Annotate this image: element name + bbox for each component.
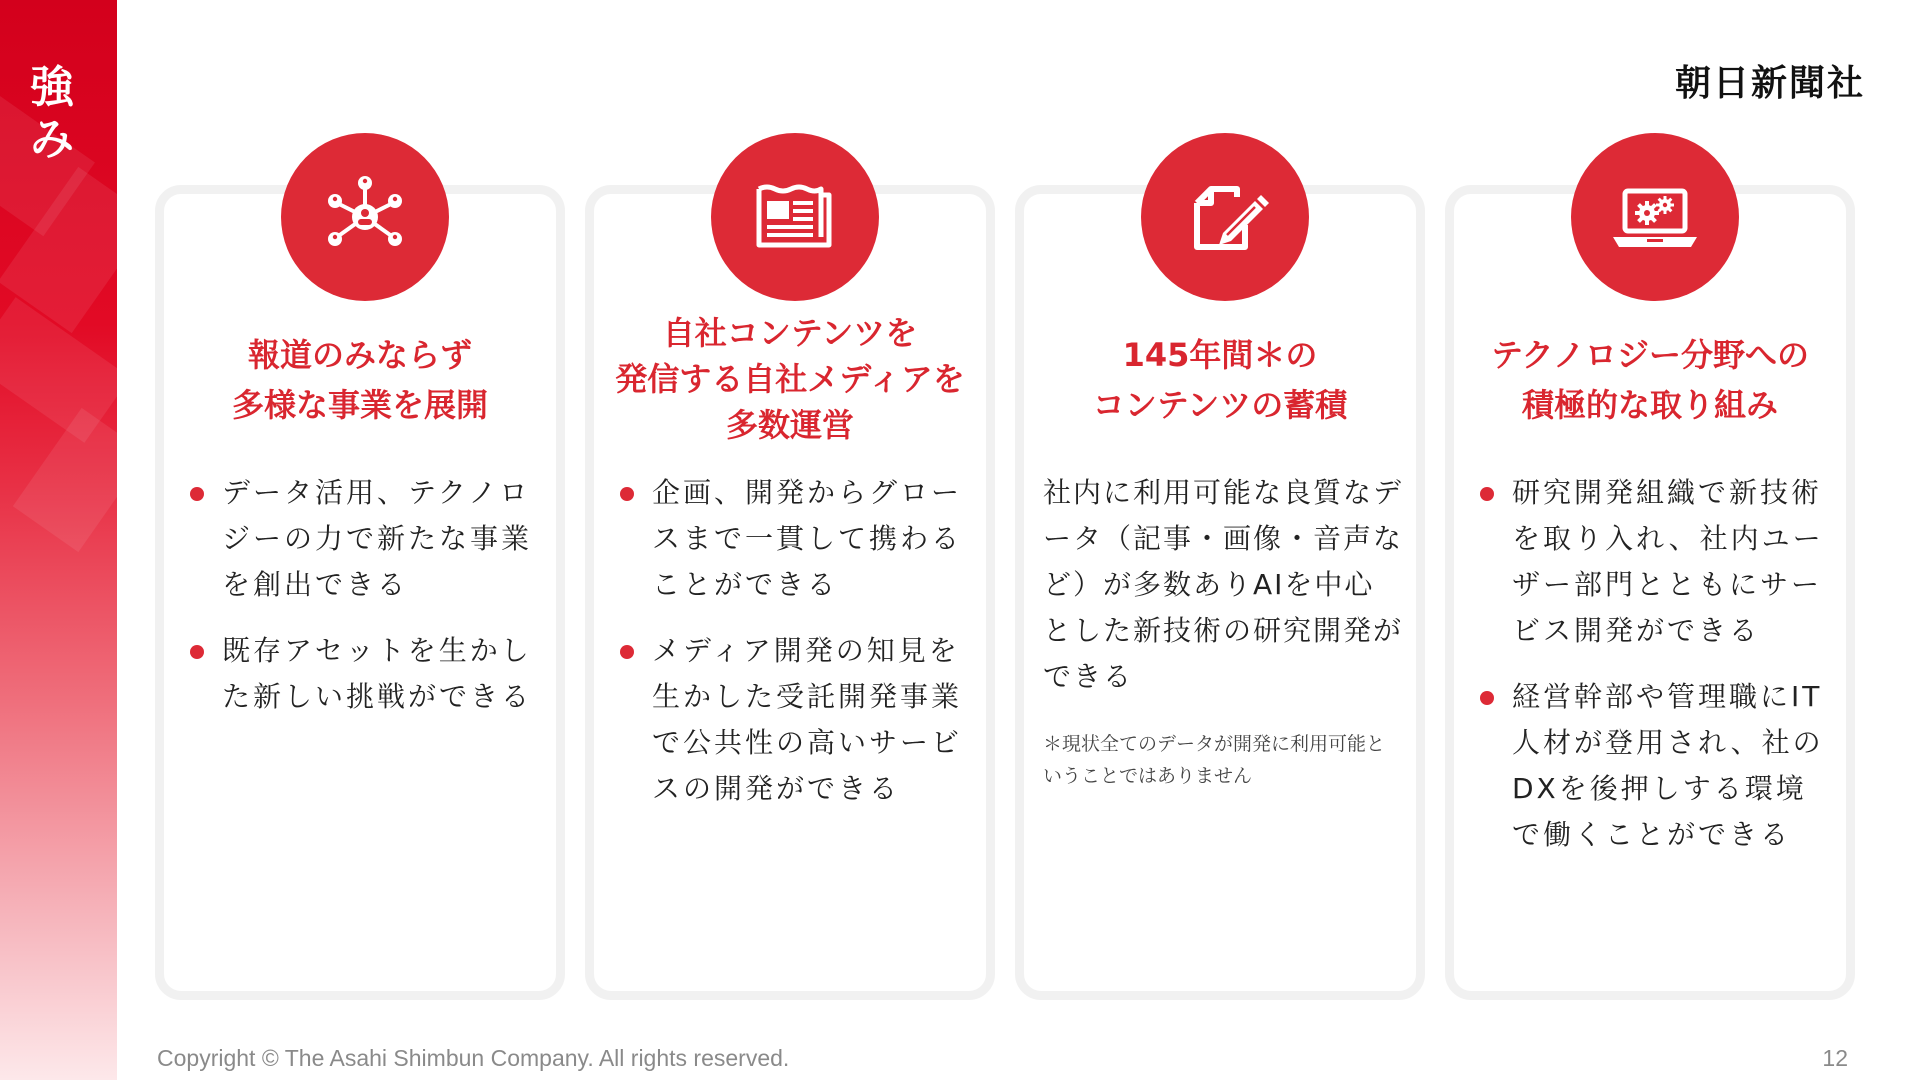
laptop-gears-icon: [1571, 133, 1739, 301]
card-3-paragraph: 社内に利用可能な良質なデータ（記事・画像・音声など）が多数ありAIを中心とした新技術の研究開発ができる: [1043, 476, 1404, 693]
list-item: 既存アセットを生かした新しい挑戦ができる: [188, 628, 538, 720]
bullet-dot: [190, 487, 204, 501]
list-item: 企画、開発からグロースまで一貫して携わることができる: [618, 470, 968, 608]
list-item: メディア開発の知見を生かした受託開発事業で公共性の高いサービスの開発ができる: [618, 628, 968, 812]
card-1-title: 報道のみならず 多様な事業を展開: [231, 336, 488, 424]
card-2-bullets: [618, 470, 968, 832]
card-4-bullets: [1478, 470, 1828, 878]
card-3-title: 145年間＊の コンテンツの蓄積: [1092, 336, 1348, 424]
list-item: 経営幹部や管理職にIT人材が登用され、社のDXを後押しする環境で働くことができる: [1478, 674, 1828, 858]
side-band: [0, 0, 117, 1080]
asahi-logo: 朝日新聞社: [1674, 62, 1865, 104]
list-item: 研究開発組織で新技術を取り入れ、社内ユーザー部門とともにサービス開発ができる: [1478, 470, 1828, 654]
document-pen-icon: [1141, 133, 1309, 301]
card-1-bullets: [188, 470, 538, 740]
network-people-icon: [281, 133, 449, 301]
list-item: データ活用、テクノロジーの力で新たな事業を創出できる: [188, 470, 538, 608]
bullet-dot: [1480, 487, 1494, 501]
bullet-dot: [620, 645, 634, 659]
section-title: 強 み: [30, 62, 74, 165]
bullet-dot: [620, 487, 634, 501]
bullet-dot: [1480, 691, 1494, 705]
footer-copyright: Copyright © The Asahi Shimbun Company. All rights reserved.: [157, 1045, 790, 1071]
card-2-title: 自社コンテンツを 発信する自社メディアを 多数運営: [615, 314, 965, 444]
bullet-dot: [190, 645, 204, 659]
card-3-footnote: ＊現状全てのデータが開発に利用可能ということではありません: [1043, 733, 1386, 787]
newspaper-icon: [711, 133, 879, 301]
card-4-title: テクノロジー分野への 積極的な取り組み: [1490, 336, 1810, 424]
page-number: 12: [1822, 1045, 1848, 1071]
